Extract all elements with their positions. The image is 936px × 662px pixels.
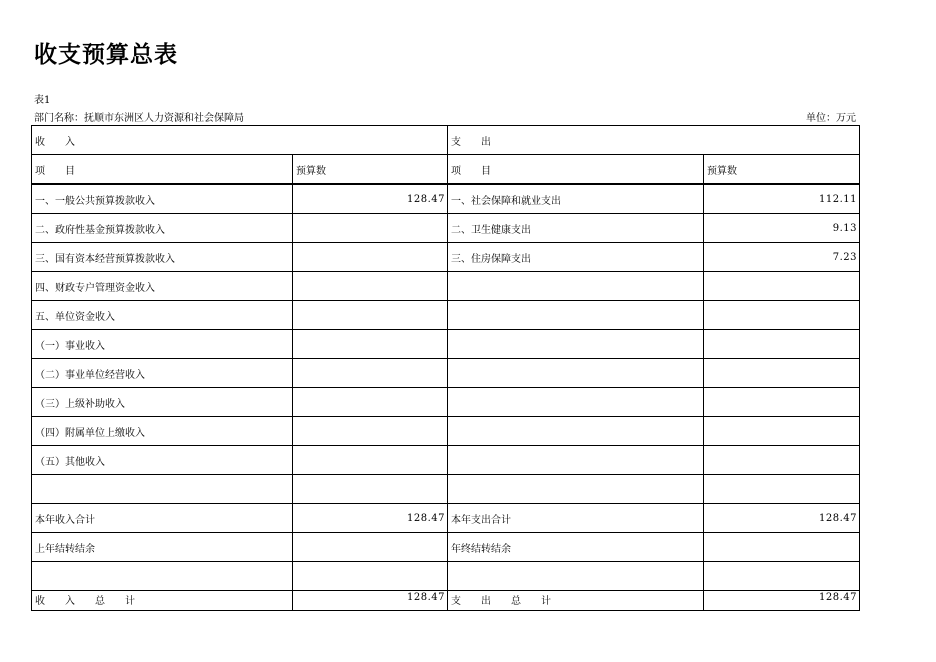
section-header-row	[32, 126, 860, 155]
income-item-cell: （三）上级补助收入	[32, 388, 293, 417]
income-amount-cell: 128.47	[293, 504, 448, 533]
col-income-amount: 预算数	[293, 155, 448, 185]
budget-table	[31, 125, 860, 611]
column-header-row	[32, 155, 860, 185]
income-amount-cell	[293, 475, 448, 504]
expense-item-cell: 一、社会保障和就业支出	[448, 184, 704, 214]
expense-item-cell: 本年支出合计	[448, 504, 704, 533]
table-row	[32, 446, 860, 475]
expense-item-cell	[448, 475, 704, 504]
table-row	[32, 591, 860, 611]
expense-item-cell: 年终结转结余	[448, 533, 704, 562]
section-income: 收 入	[32, 126, 448, 155]
income-amount-cell: 128.47	[293, 591, 448, 611]
income-amount-cell	[293, 417, 448, 446]
col-expense-amount: 预算数	[704, 155, 860, 185]
table-row	[32, 562, 860, 591]
table-row	[32, 330, 860, 359]
table-id: 表1	[34, 95, 51, 106]
col-expense-item: 项 目	[448, 155, 704, 185]
expense-amount-cell	[704, 533, 860, 562]
expense-item-cell	[448, 272, 704, 301]
income-amount-cell	[293, 214, 448, 243]
expense-item-cell	[448, 359, 704, 388]
department-name: 部门名称：抚顺市东洲区人力资源和社会保障局	[34, 113, 244, 124]
table-row	[32, 388, 860, 417]
income-item-cell: 上年结转结余	[32, 533, 293, 562]
income-item-cell: 三、国有资本经营预算拨款收入	[32, 243, 293, 272]
expense-item-cell: 三、住房保障支出	[448, 243, 704, 272]
table-row	[32, 184, 860, 214]
expense-item-cell	[448, 301, 704, 330]
expense-amount-cell	[704, 417, 860, 446]
section-expense: 支 出	[448, 126, 860, 155]
income-amount-cell	[293, 301, 448, 330]
expense-amount-cell: 7.23	[704, 243, 860, 272]
income-item-cell: （四）附属单位上缴收入	[32, 417, 293, 446]
income-amount-cell	[293, 359, 448, 388]
expense-amount-cell: 128.47	[704, 504, 860, 533]
income-item-cell: 一、一般公共预算拨款收入	[32, 184, 293, 214]
income-item-cell: 收 入 总 计	[32, 591, 293, 611]
income-amount-cell: 128.47	[293, 184, 448, 214]
table-row	[32, 243, 860, 272]
expense-item-cell	[448, 562, 704, 591]
expense-amount-cell	[704, 475, 860, 504]
income-amount-cell	[293, 446, 448, 475]
income-item-cell: （五）其他收入	[32, 446, 293, 475]
expense-amount-cell	[704, 359, 860, 388]
income-amount-cell	[293, 272, 448, 301]
expense-item-cell: 二、卫生健康支出	[448, 214, 704, 243]
income-item-cell	[32, 475, 293, 504]
income-amount-cell	[293, 388, 448, 417]
income-item-cell: 二、政府性基金预算拨款收入	[32, 214, 293, 243]
table-row	[32, 301, 860, 330]
income-item-cell: 五、单位资金收入	[32, 301, 293, 330]
unit-label: 单位：万元	[806, 113, 856, 124]
expense-amount-cell	[704, 562, 860, 591]
income-item-cell: （一）事业收入	[32, 330, 293, 359]
income-amount-cell	[293, 533, 448, 562]
table-row	[32, 504, 860, 533]
table-row	[32, 533, 860, 562]
income-item-cell: 四、财政专户管理资金收入	[32, 272, 293, 301]
expense-amount-cell	[704, 301, 860, 330]
expense-item-cell	[448, 446, 704, 475]
income-amount-cell	[293, 330, 448, 359]
income-item-cell: 本年收入合计	[32, 504, 293, 533]
table-row	[32, 214, 860, 243]
income-amount-cell	[293, 243, 448, 272]
table-row	[32, 272, 860, 301]
expense-amount-cell	[704, 272, 860, 301]
expense-item-cell	[448, 330, 704, 359]
income-item-cell	[32, 562, 293, 591]
income-item-cell: （二）事业单位经营收入	[32, 359, 293, 388]
col-income-item: 项 目	[32, 155, 293, 185]
expense-amount-cell	[704, 388, 860, 417]
expense-item-cell	[448, 417, 704, 446]
page-title: 收支预算总表	[34, 42, 178, 68]
expense-item-cell: 支 出 总 计	[448, 591, 704, 611]
expense-amount-cell: 112.11	[704, 184, 860, 214]
expense-item-cell	[448, 388, 704, 417]
expense-amount-cell: 9.13	[704, 214, 860, 243]
table-row	[32, 359, 860, 388]
table-row	[32, 475, 860, 504]
income-amount-cell	[293, 562, 448, 591]
expense-amount-cell	[704, 330, 860, 359]
expense-amount-cell: 128.47	[704, 591, 860, 611]
expense-amount-cell	[704, 446, 860, 475]
table-row	[32, 417, 860, 446]
